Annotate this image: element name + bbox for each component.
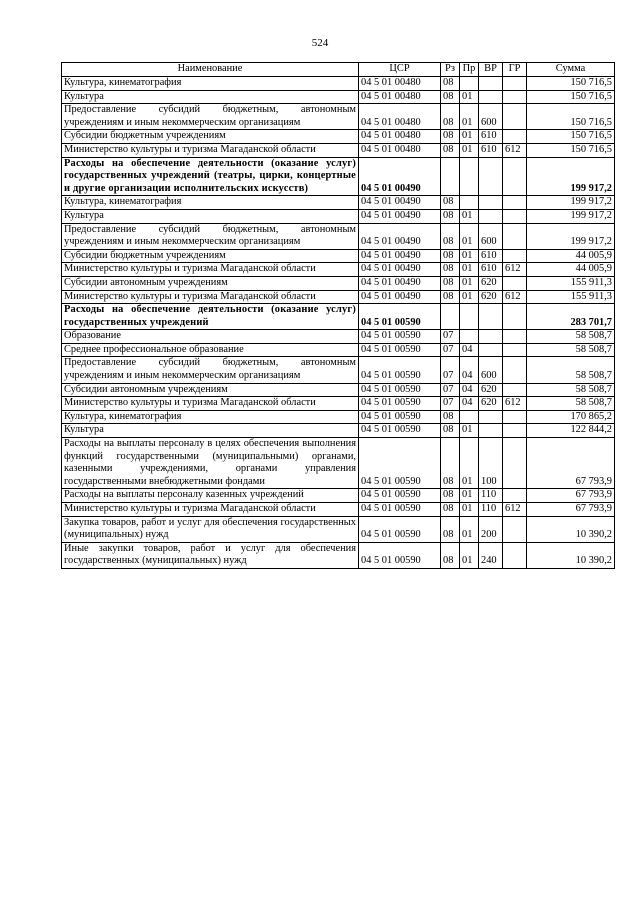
cell-rz: 08: [441, 104, 460, 130]
cell-name: Министерство культуры и туризма Магаданской области: [62, 143, 359, 157]
cell-rz: 08: [441, 143, 460, 157]
table-row: [62, 157, 615, 196]
cell-csr: 04 5 01 00590: [359, 357, 441, 383]
cell-rz: 08: [441, 424, 460, 438]
cell-csr: 04 5 01 00490: [359, 263, 441, 277]
cell-csr: 04 5 01 00590: [359, 438, 441, 489]
cell-vr: 100: [479, 438, 503, 489]
cell-csr: 04 5 01 00590: [359, 330, 441, 344]
header-pr: Пр: [460, 63, 479, 77]
cell-name: Предоставление субсидий бюджетным, автономным учреждениям и иным некоммерческим организациям: [62, 104, 359, 130]
cell-rz: 08: [441, 223, 460, 249]
table-row: [62, 290, 615, 304]
cell-name: Расходы на выплаты персоналу в целях обеспечения выполнения функций государственными (муниципальными) органами, казенными учреждениями, органами управления государственными внебюджетными фондами: [62, 438, 359, 489]
cell-pr: 01: [460, 104, 479, 130]
cell-pr: [460, 410, 479, 424]
cell-gr: 612: [503, 290, 527, 304]
cell-rz: 08: [441, 489, 460, 503]
cell-csr: 04 5 01 00590: [359, 516, 441, 542]
cell-name: Министерство культуры и туризма Магаданской области: [62, 503, 359, 517]
cell-rz: 08: [441, 209, 460, 223]
table-row: [62, 503, 615, 517]
cell-sum: 155 911,3: [527, 276, 615, 290]
table-row: [62, 196, 615, 210]
cell-sum: 155 911,3: [527, 290, 615, 304]
cell-name: Расходы на обеспечение деятельности (оказание услуг) государственных учреждений (театры, цирки, концертные и другие организации исполнительских искусств): [62, 157, 359, 196]
cell-sum: 58 508,7: [527, 330, 615, 344]
cell-name: Культура: [62, 424, 359, 438]
cell-gr: [503, 357, 527, 383]
cell-sum: 150 716,5: [527, 90, 615, 104]
cell-pr: [460, 330, 479, 344]
cell-vr: [479, 424, 503, 438]
cell-vr: [479, 410, 503, 424]
table-body: [62, 77, 615, 569]
cell-vr: [479, 90, 503, 104]
header-row: [62, 63, 615, 77]
cell-sum: 67 793,9: [527, 503, 615, 517]
cell-csr: 04 5 01 00480: [359, 77, 441, 91]
header-gr: ГР: [503, 63, 527, 77]
cell-csr: 04 5 01 00480: [359, 104, 441, 130]
table-row: [62, 276, 615, 290]
budget-table: [61, 62, 615, 569]
cell-vr: [479, 209, 503, 223]
cell-pr: 04: [460, 357, 479, 383]
table-row: [62, 209, 615, 223]
cell-name: Расходы на выплаты персоналу казенных учреждений: [62, 489, 359, 503]
cell-vr: 600: [479, 357, 503, 383]
cell-sum: 150 716,5: [527, 130, 615, 144]
cell-name: Субсидии бюджетным учреждениям: [62, 249, 359, 263]
cell-name: Культура, кинематография: [62, 196, 359, 210]
table-row: [62, 104, 615, 130]
cell-name: Субсидии бюджетным учреждениям: [62, 130, 359, 144]
cell-pr: [460, 77, 479, 91]
cell-name: Иные закупки товаров, работ и услуг для обеспечения государственных (муниципальных) нужд: [62, 542, 359, 568]
cell-name: Субсидии автономным учреждениям: [62, 276, 359, 290]
cell-rz: 07: [441, 383, 460, 397]
cell-rz: 07: [441, 357, 460, 383]
cell-rz: [441, 157, 460, 196]
cell-name: Культура, кинематография: [62, 77, 359, 91]
cell-vr: [479, 330, 503, 344]
cell-gr: [503, 410, 527, 424]
cell-pr: 01: [460, 424, 479, 438]
cell-rz: 08: [441, 290, 460, 304]
table-row: [62, 489, 615, 503]
table-row: [62, 223, 615, 249]
cell-rz: 07: [441, 343, 460, 357]
table-row: [62, 130, 615, 144]
cell-rz: 08: [441, 77, 460, 91]
cell-pr: 04: [460, 343, 479, 357]
table-row: [62, 516, 615, 542]
cell-vr: 600: [479, 104, 503, 130]
cell-name: Министерство культуры и туризма Магаданской области: [62, 290, 359, 304]
cell-rz: 08: [441, 90, 460, 104]
cell-csr: 04 5 01 00590: [359, 304, 441, 330]
cell-pr: 01: [460, 209, 479, 223]
cell-gr: [503, 77, 527, 91]
cell-rz: 08: [441, 249, 460, 263]
table-row: [62, 77, 615, 91]
cell-sum: 199 917,2: [527, 157, 615, 196]
table-row: [62, 263, 615, 277]
cell-vr: 610: [479, 263, 503, 277]
cell-vr: [479, 77, 503, 91]
cell-name: Министерство культуры и туризма Магаданской области: [62, 263, 359, 277]
cell-gr: [503, 223, 527, 249]
cell-gr: [503, 330, 527, 344]
cell-csr: 04 5 01 00490: [359, 223, 441, 249]
cell-gr: 612: [503, 503, 527, 517]
table-row: [62, 304, 615, 330]
cell-sum: 199 917,2: [527, 209, 615, 223]
cell-pr: 01: [460, 130, 479, 144]
cell-gr: [503, 209, 527, 223]
table-row: [62, 90, 615, 104]
cell-csr: 04 5 01 00490: [359, 209, 441, 223]
cell-sum: 67 793,9: [527, 489, 615, 503]
cell-sum: 122 844,2: [527, 424, 615, 438]
cell-rz: 08: [441, 263, 460, 277]
cell-csr: 04 5 01 00490: [359, 196, 441, 210]
cell-name: Предоставление субсидий бюджетным, автономным учреждениям и иным некоммерческим организациям: [62, 357, 359, 383]
cell-csr: 04 5 01 00590: [359, 383, 441, 397]
cell-pr: 01: [460, 503, 479, 517]
cell-sum: 199 917,2: [527, 223, 615, 249]
table-row: [62, 343, 615, 357]
cell-csr: 04 5 01 00490: [359, 157, 441, 196]
cell-sum: 58 508,7: [527, 383, 615, 397]
cell-vr: 620: [479, 276, 503, 290]
cell-pr: [460, 157, 479, 196]
cell-csr: 04 5 01 00480: [359, 130, 441, 144]
cell-vr: 620: [479, 397, 503, 411]
cell-sum: 150 716,5: [527, 143, 615, 157]
cell-name: Министерство культуры и туризма Магаданской области: [62, 397, 359, 411]
cell-sum: 283 701,7: [527, 304, 615, 330]
cell-sum: 10 390,2: [527, 516, 615, 542]
cell-gr: [503, 130, 527, 144]
cell-rz: 07: [441, 330, 460, 344]
cell-vr: [479, 343, 503, 357]
header-rz: Рз: [441, 63, 460, 77]
cell-vr: 610: [479, 143, 503, 157]
header-name: Наименование: [62, 63, 359, 77]
cell-rz: 08: [441, 410, 460, 424]
cell-gr: [503, 157, 527, 196]
cell-gr: [503, 343, 527, 357]
cell-rz: 07: [441, 397, 460, 411]
cell-sum: 67 793,9: [527, 438, 615, 489]
cell-gr: [503, 276, 527, 290]
cell-gr: [503, 104, 527, 130]
cell-name: Расходы на обеспечение деятельности (оказание услуг) государственных учреждений: [62, 304, 359, 330]
cell-sum: 170 865,2: [527, 410, 615, 424]
cell-csr: 04 5 01 00590: [359, 343, 441, 357]
cell-name: Культура: [62, 90, 359, 104]
page-number: 524: [311, 37, 329, 49]
cell-gr: [503, 196, 527, 210]
cell-sum: 58 508,7: [527, 343, 615, 357]
cell-csr: 04 5 01 00590: [359, 503, 441, 517]
cell-pr: 01: [460, 290, 479, 304]
table-row: [62, 542, 615, 568]
cell-gr: 612: [503, 397, 527, 411]
cell-csr: 04 5 01 00590: [359, 410, 441, 424]
cell-rz: 08: [441, 276, 460, 290]
cell-name: Образование: [62, 330, 359, 344]
cell-vr: 240: [479, 542, 503, 568]
cell-rz: 08: [441, 516, 460, 542]
cell-rz: 08: [441, 438, 460, 489]
cell-gr: [503, 249, 527, 263]
cell-name: Культура, кинематография: [62, 410, 359, 424]
cell-pr: 04: [460, 397, 479, 411]
table-row: [62, 330, 615, 344]
cell-sum: 44 005,9: [527, 249, 615, 263]
cell-vr: 110: [479, 489, 503, 503]
cell-csr: 04 5 01 00490: [359, 249, 441, 263]
cell-vr: [479, 304, 503, 330]
cell-name: Закупка товаров, работ и услуг для обеспечения государственных (муниципальных) нужд: [62, 516, 359, 542]
cell-gr: [503, 90, 527, 104]
table-row: [62, 438, 615, 489]
table-row: [62, 424, 615, 438]
cell-pr: 01: [460, 263, 479, 277]
cell-csr: 04 5 01 00490: [359, 276, 441, 290]
cell-name: Среднее профессиональное образование: [62, 343, 359, 357]
table-row: [62, 249, 615, 263]
header-sum: Сумма: [527, 63, 615, 77]
cell-pr: 01: [460, 249, 479, 263]
cell-sum: 58 508,7: [527, 397, 615, 411]
cell-pr: 01: [460, 276, 479, 290]
cell-csr: 04 5 01 00480: [359, 143, 441, 157]
cell-rz: 08: [441, 542, 460, 568]
cell-vr: 620: [479, 290, 503, 304]
cell-name: Субсидии автономным учреждениям: [62, 383, 359, 397]
cell-pr: 01: [460, 516, 479, 542]
cell-rz: [441, 304, 460, 330]
header-csr: ЦСР: [359, 63, 441, 77]
cell-gr: [503, 489, 527, 503]
table-row: [62, 143, 615, 157]
cell-gr: [503, 424, 527, 438]
cell-vr: [479, 196, 503, 210]
cell-gr: [503, 438, 527, 489]
table-row: [62, 410, 615, 424]
cell-gr: 612: [503, 143, 527, 157]
cell-sum: 44 005,9: [527, 263, 615, 277]
cell-vr: 610: [479, 249, 503, 263]
cell-vr: 200: [479, 516, 503, 542]
cell-vr: [479, 157, 503, 196]
cell-csr: 04 5 01 00590: [359, 397, 441, 411]
cell-rz: 08: [441, 196, 460, 210]
cell-gr: [503, 304, 527, 330]
cell-gr: [503, 542, 527, 568]
cell-csr: 04 5 01 00590: [359, 542, 441, 568]
cell-name: Предоставление субсидий бюджетным, автономным учреждениям и иным некоммерческим организациям: [62, 223, 359, 249]
cell-vr: 610: [479, 130, 503, 144]
cell-csr: 04 5 01 00490: [359, 290, 441, 304]
cell-sum: 10 390,2: [527, 542, 615, 568]
cell-sum: 150 716,5: [527, 77, 615, 91]
cell-csr: 04 5 01 00590: [359, 489, 441, 503]
cell-pr: 01: [460, 542, 479, 568]
table-row: [62, 383, 615, 397]
cell-sum: 58 508,7: [527, 357, 615, 383]
cell-rz: 08: [441, 503, 460, 517]
table-row: [62, 397, 615, 411]
cell-pr: 04: [460, 383, 479, 397]
cell-sum: 150 716,5: [527, 104, 615, 130]
cell-csr: 04 5 01 00480: [359, 90, 441, 104]
cell-vr: 620: [479, 383, 503, 397]
cell-pr: 01: [460, 223, 479, 249]
cell-pr: 01: [460, 143, 479, 157]
cell-gr: 612: [503, 263, 527, 277]
cell-rz: 08: [441, 130, 460, 144]
cell-vr: 600: [479, 223, 503, 249]
cell-gr: [503, 383, 527, 397]
table-row: [62, 357, 615, 383]
cell-pr: [460, 304, 479, 330]
cell-pr: [460, 196, 479, 210]
cell-vr: 110: [479, 503, 503, 517]
cell-gr: [503, 516, 527, 542]
cell-sum: 199 917,2: [527, 196, 615, 210]
cell-pr: 01: [460, 489, 479, 503]
header-vr: ВР: [479, 63, 503, 77]
cell-pr: 01: [460, 90, 479, 104]
cell-name: Культура: [62, 209, 359, 223]
cell-pr: 01: [460, 438, 479, 489]
cell-csr: 04 5 01 00590: [359, 424, 441, 438]
